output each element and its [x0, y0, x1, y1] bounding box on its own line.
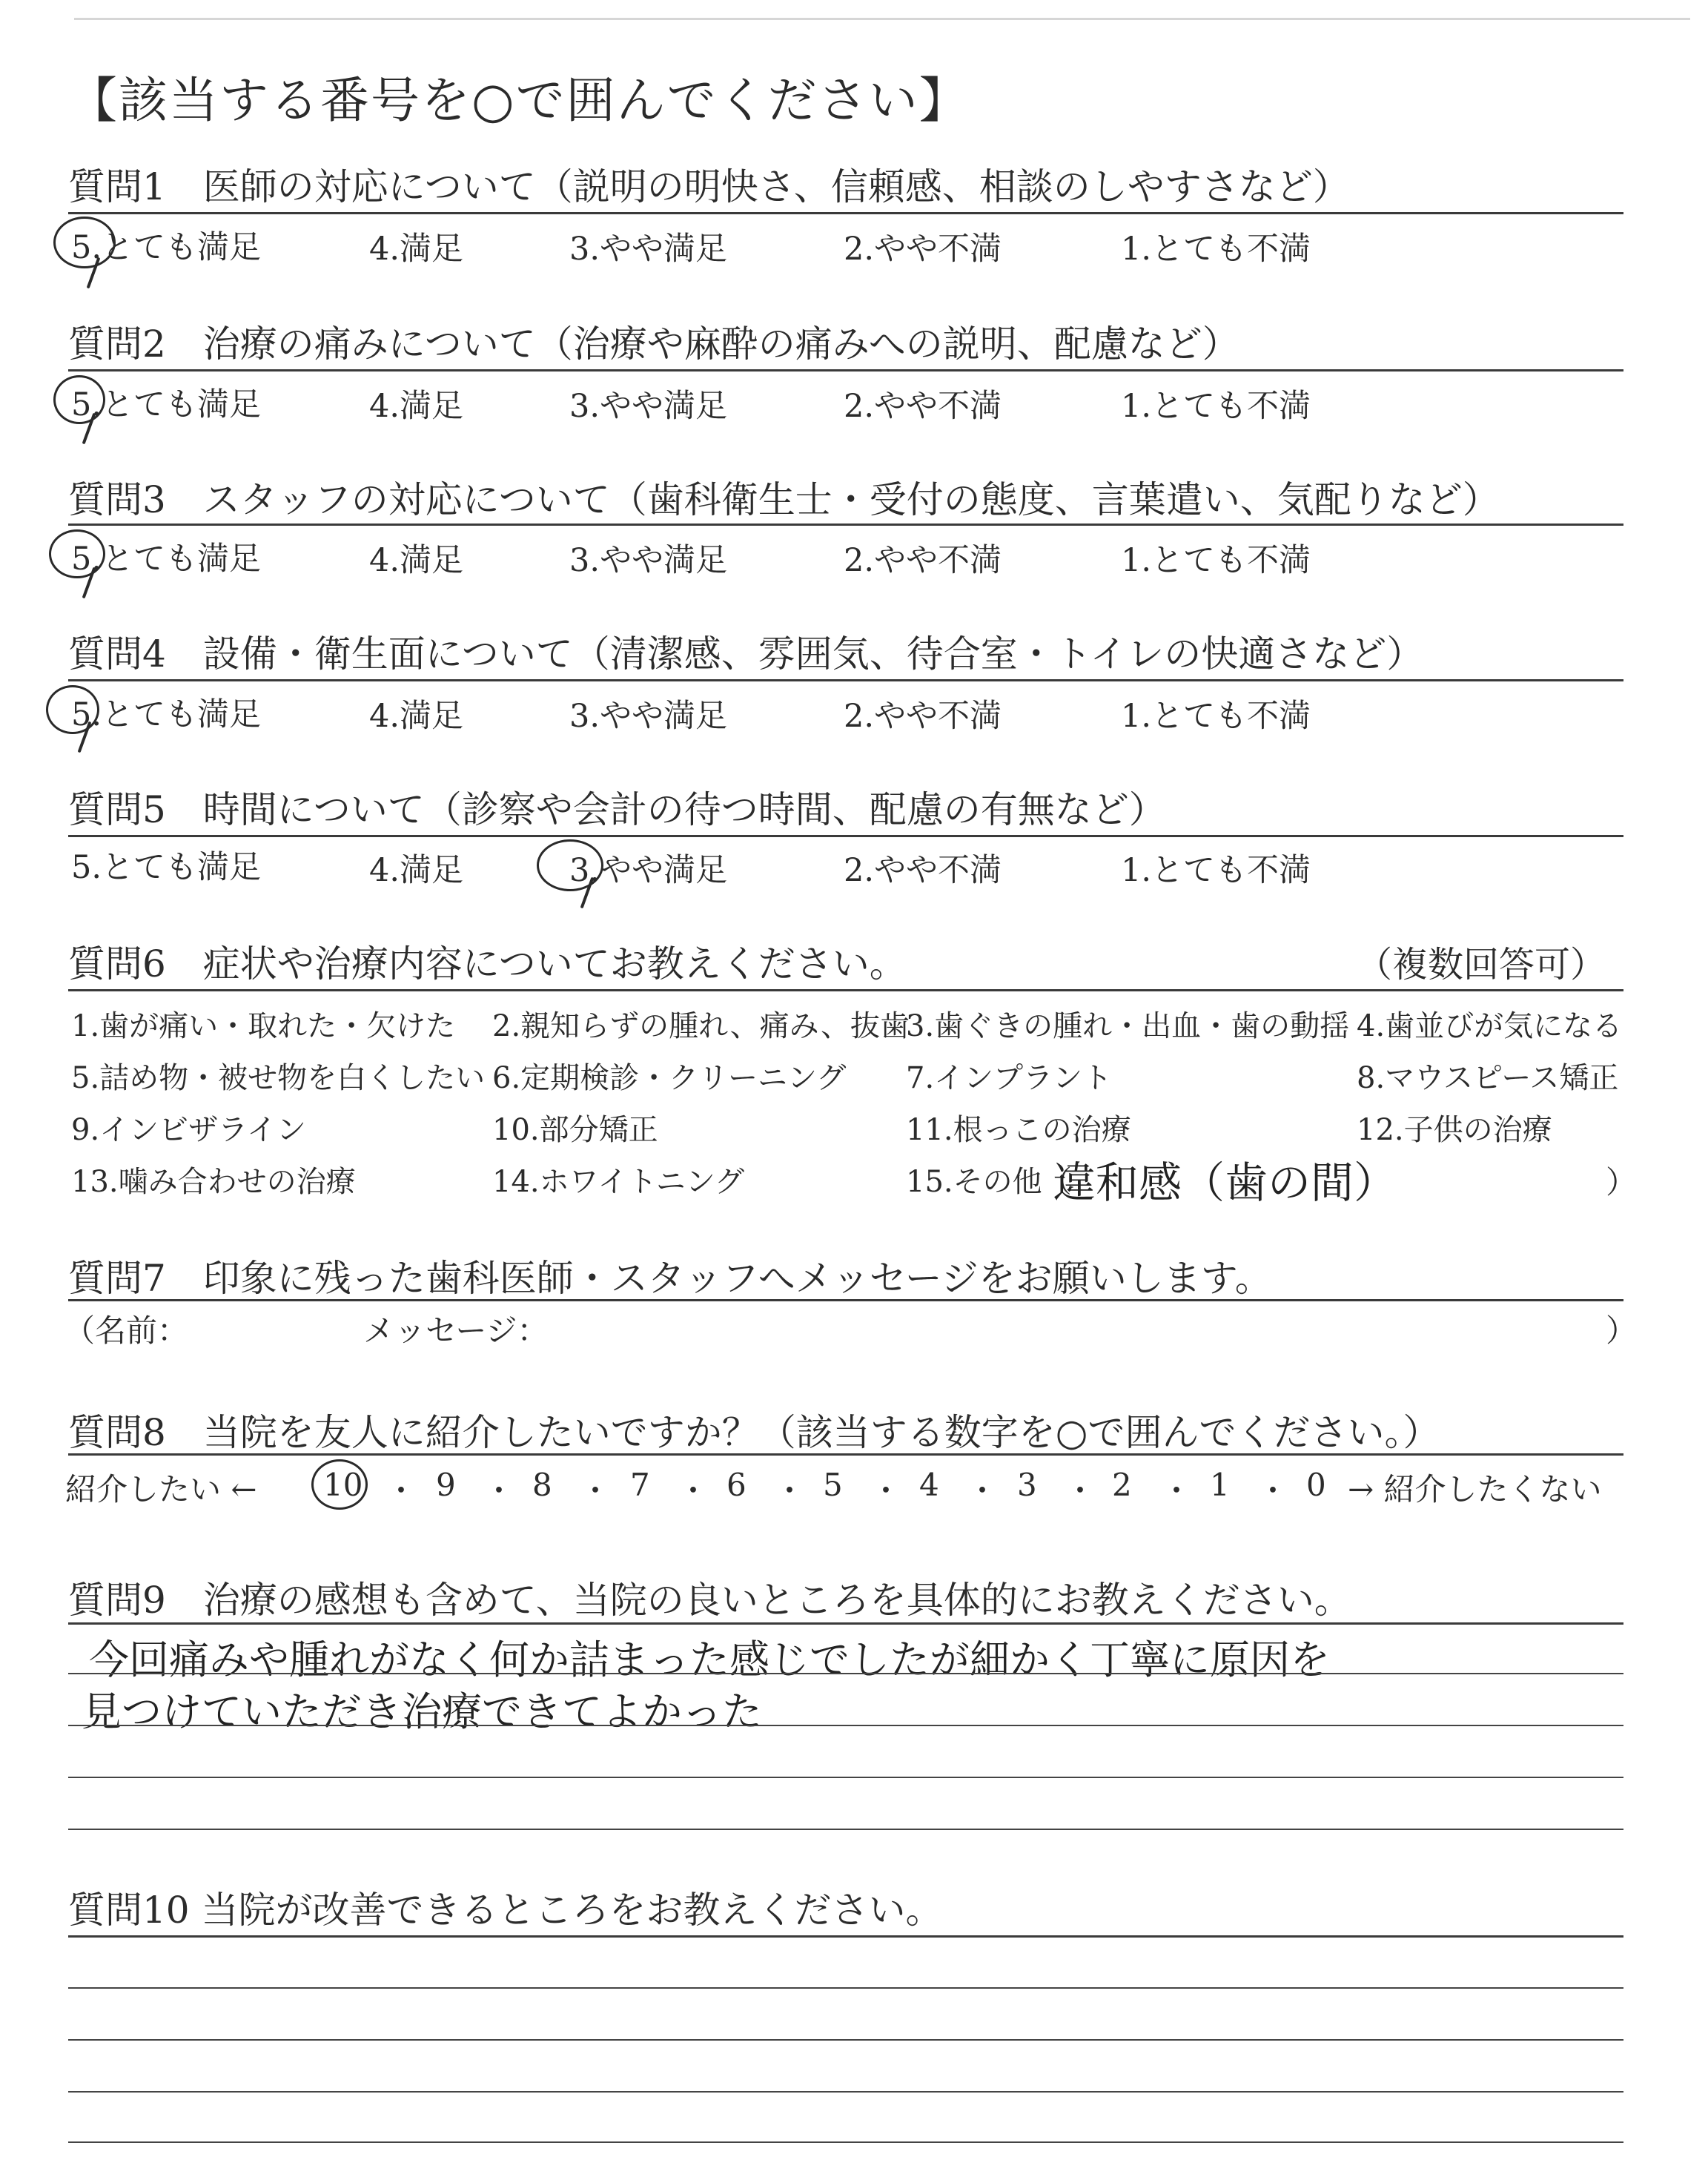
q10-answer-rule — [68, 2039, 1623, 2041]
q2-option-4[interactable]: 4.満足 — [369, 388, 464, 425]
q5-option-1[interactable]: 1.とても不満 — [1121, 852, 1311, 889]
q8-right-label: → 紹介したくない — [1348, 1471, 1602, 1507]
q6-option-4[interactable]: 4.歯並びが気になる — [1357, 1009, 1623, 1043]
q8-scale-10[interactable]: 10 — [323, 1467, 363, 1503]
q9-answer-line-1: 今回痛みや腫れがなく何か詰まった感じでしたが細かく丁寧に原因を — [89, 1636, 1330, 1683]
q8-scale-4[interactable]: 4 — [919, 1467, 939, 1503]
q5-rule — [68, 835, 1623, 837]
q6-option-1[interactable]: 1.歯が痛い・取れた・欠けた — [71, 1009, 456, 1043]
q8-scale-0[interactable]: 0 — [1306, 1467, 1326, 1503]
q6-option-2[interactable]: 2.親知らずの腫れ、痛み、抜歯 — [492, 1009, 910, 1043]
q10-answer-rule — [68, 2091, 1623, 2093]
q10-rule — [68, 1935, 1623, 1938]
q7-rule — [68, 1299, 1623, 1301]
q3-option-2[interactable]: 2.やや不満 — [844, 542, 1002, 579]
q10-answer-rule — [68, 2141, 1623, 2143]
q6-option-15[interactable]: 15.その他（ — [906, 1165, 1072, 1199]
q8-title: 質問8 当院を友人に紹介したいですか？（該当する数字を○で囲んでください。） — [68, 1411, 1440, 1454]
q6-option-8[interactable]: 8.マウスピース矯正 — [1357, 1061, 1619, 1095]
q8-scale-2[interactable]: 2 — [1112, 1467, 1132, 1503]
q1-rule — [68, 212, 1623, 214]
q8-separator: ・ — [1065, 1473, 1096, 1509]
q1-option-5[interactable]: 5.とても満足 — [71, 229, 262, 266]
q8-left-label: 紹介したい ← — [65, 1471, 257, 1507]
q2-option-5[interactable]: 5.とても満足 — [71, 386, 262, 423]
q4-option-3[interactable]: 3.やや満足 — [569, 698, 728, 735]
q1-selection-circle — [53, 217, 116, 268]
q1-option-1[interactable]: 1.とても不満 — [1121, 231, 1311, 268]
q3-rule — [68, 524, 1623, 526]
q2-option-3[interactable]: 3.やや満足 — [569, 388, 728, 425]
q8-separator: ・ — [385, 1473, 417, 1509]
q1-option-4[interactable]: 4.満足 — [369, 231, 464, 268]
q6-option-3[interactable]: 3.歯ぐきの腫れ・出血・歯の動揺 — [906, 1009, 1350, 1043]
q6-option-9[interactable]: 9.インビザライン — [71, 1113, 306, 1147]
q3-title: 質問3 スタッフの対応について（歯科衛生士・受付の態度、言葉遣い、気配りなど） — [68, 478, 1500, 521]
q10-title: 質問10 当院が改善できるところをお教えください。 — [68, 1889, 943, 1932]
q7-title: 質問7 印象に残った歯科医師・スタッフへメッセージをお願いします。 — [68, 1257, 1272, 1300]
q9-title: 質問9 治療の感想も含めて、当院の良いところを具体的にお教えください。 — [68, 1579, 1351, 1622]
q4-selection-circle — [46, 685, 99, 734]
q9-rule — [68, 1622, 1623, 1625]
q8-separator: ・ — [967, 1473, 999, 1509]
q1-option-3[interactable]: 3.やや満足 — [569, 231, 728, 268]
q3-option-1[interactable]: 1.とても不満 — [1121, 542, 1311, 579]
q8-scale-7[interactable]: 7 — [630, 1467, 650, 1503]
q3-selection-circle — [49, 529, 105, 578]
q6-option-11[interactable]: 11.根っこの治療 — [906, 1113, 1131, 1147]
q7-name-label: （名前： — [64, 1312, 189, 1349]
q4-title: 質問4 設備・衛生面について（清潔感、雰囲気、待合室・トイレの快適さなど） — [68, 633, 1424, 676]
top-border — [74, 18, 1690, 20]
q6-option-14[interactable]: 14.ホワイトニング — [492, 1165, 745, 1199]
q6-option-13[interactable]: 13.噛み合わせの治療 — [71, 1165, 356, 1199]
q3-option-3[interactable]: 3.やや満足 — [569, 542, 728, 579]
q8-rule — [68, 1453, 1623, 1456]
q9-answer-rule — [68, 1777, 1623, 1778]
q4-option-2[interactable]: 2.やや不満 — [844, 698, 1002, 735]
q1-option-2[interactable]: 2.やや不満 — [844, 231, 1002, 268]
q5-option-5[interactable]: 5.とても満足 — [71, 849, 262, 886]
q5-option-3[interactable]: 3.やや満足 — [569, 852, 728, 889]
q8-separator: ・ — [580, 1473, 612, 1509]
q7-message-label: メッセージ： — [363, 1312, 549, 1349]
q9-answer-rule — [68, 1673, 1623, 1674]
q8-scale-6[interactable]: 6 — [726, 1467, 747, 1503]
q3-option-5[interactable]: 5.とても満足 — [71, 541, 262, 578]
q4-option-4[interactable]: 4.満足 — [369, 698, 464, 735]
q4-option-5[interactable]: 5.とても満足 — [71, 696, 262, 733]
q8-separator: ・ — [483, 1473, 515, 1509]
q5-selection-circle — [537, 839, 603, 891]
q3-option-4[interactable]: 4.満足 — [369, 542, 464, 579]
q8-separator: ・ — [870, 1473, 902, 1509]
q2-rule — [68, 369, 1623, 371]
q6-other-close-paren: ） — [1606, 1164, 1638, 1200]
q2-option-1[interactable]: 1.とても不満 — [1121, 388, 1311, 425]
q10-answer-rule — [68, 1987, 1623, 1989]
q6-option-10[interactable]: 10.部分矯正 — [492, 1113, 658, 1147]
q8-separator: ・ — [678, 1473, 709, 1509]
q6-title: 質問6 症状や治療内容についてお教えください。 — [68, 942, 907, 985]
q9-answer-line-2: 見つけていただき治療できてよかった — [82, 1688, 762, 1735]
q7-close-paren: ） — [1606, 1312, 1638, 1349]
q6-option-12[interactable]: 12.子供の治療 — [1357, 1113, 1552, 1147]
q1-title: 質問1 医師の対応について（説明の明快さ、信頼感、相談のしやすさなど） — [68, 165, 1350, 208]
q8-scale-8[interactable]: 8 — [532, 1467, 552, 1503]
q5-option-2[interactable]: 2.やや不満 — [844, 852, 1002, 889]
q4-rule — [68, 679, 1623, 681]
q9-answer-rule — [68, 1725, 1623, 1726]
q8-scale-9[interactable]: 9 — [436, 1467, 456, 1503]
q2-selection-circle — [53, 375, 105, 424]
q4-option-1[interactable]: 1.とても不満 — [1121, 698, 1311, 735]
q8-scale-3[interactable]: 3 — [1017, 1467, 1037, 1503]
q8-separator: ・ — [1161, 1473, 1193, 1509]
q6-rule — [68, 989, 1623, 991]
q6-option-5[interactable]: 5.詰め物・被せ物を白くしたい — [71, 1061, 486, 1095]
q6-other-handwritten: 違和感（歯の間） — [1053, 1157, 1397, 1208]
q6-option-6[interactable]: 6.定期検診・クリーニング — [492, 1061, 847, 1095]
page-heading: 【該当する番号を○で囲んでください】 — [68, 72, 970, 129]
q2-title: 質問2 治療の痛みについて（治療や麻酔の痛みへの説明、配慮など） — [68, 323, 1239, 366]
q9-answer-rule — [68, 1829, 1623, 1830]
q6-option-7[interactable]: 7.インプラント — [906, 1061, 1113, 1095]
q8-selection-circle — [311, 1459, 368, 1510]
q8-scale-5[interactable]: 5 — [823, 1467, 843, 1503]
q2-option-2[interactable]: 2.やや不満 — [844, 388, 1002, 425]
q5-title: 質問5 時間について（診察や会計の待つ時間、配慮の有無など） — [68, 788, 1166, 831]
q5-option-4[interactable]: 4.満足 — [369, 852, 464, 889]
q8-separator: ・ — [1257, 1473, 1289, 1509]
q8-separator: ・ — [774, 1473, 806, 1509]
q6-multiple-answer-note: （複数回答可） — [1357, 944, 1606, 985]
q8-scale-1[interactable]: 1 — [1210, 1467, 1230, 1503]
